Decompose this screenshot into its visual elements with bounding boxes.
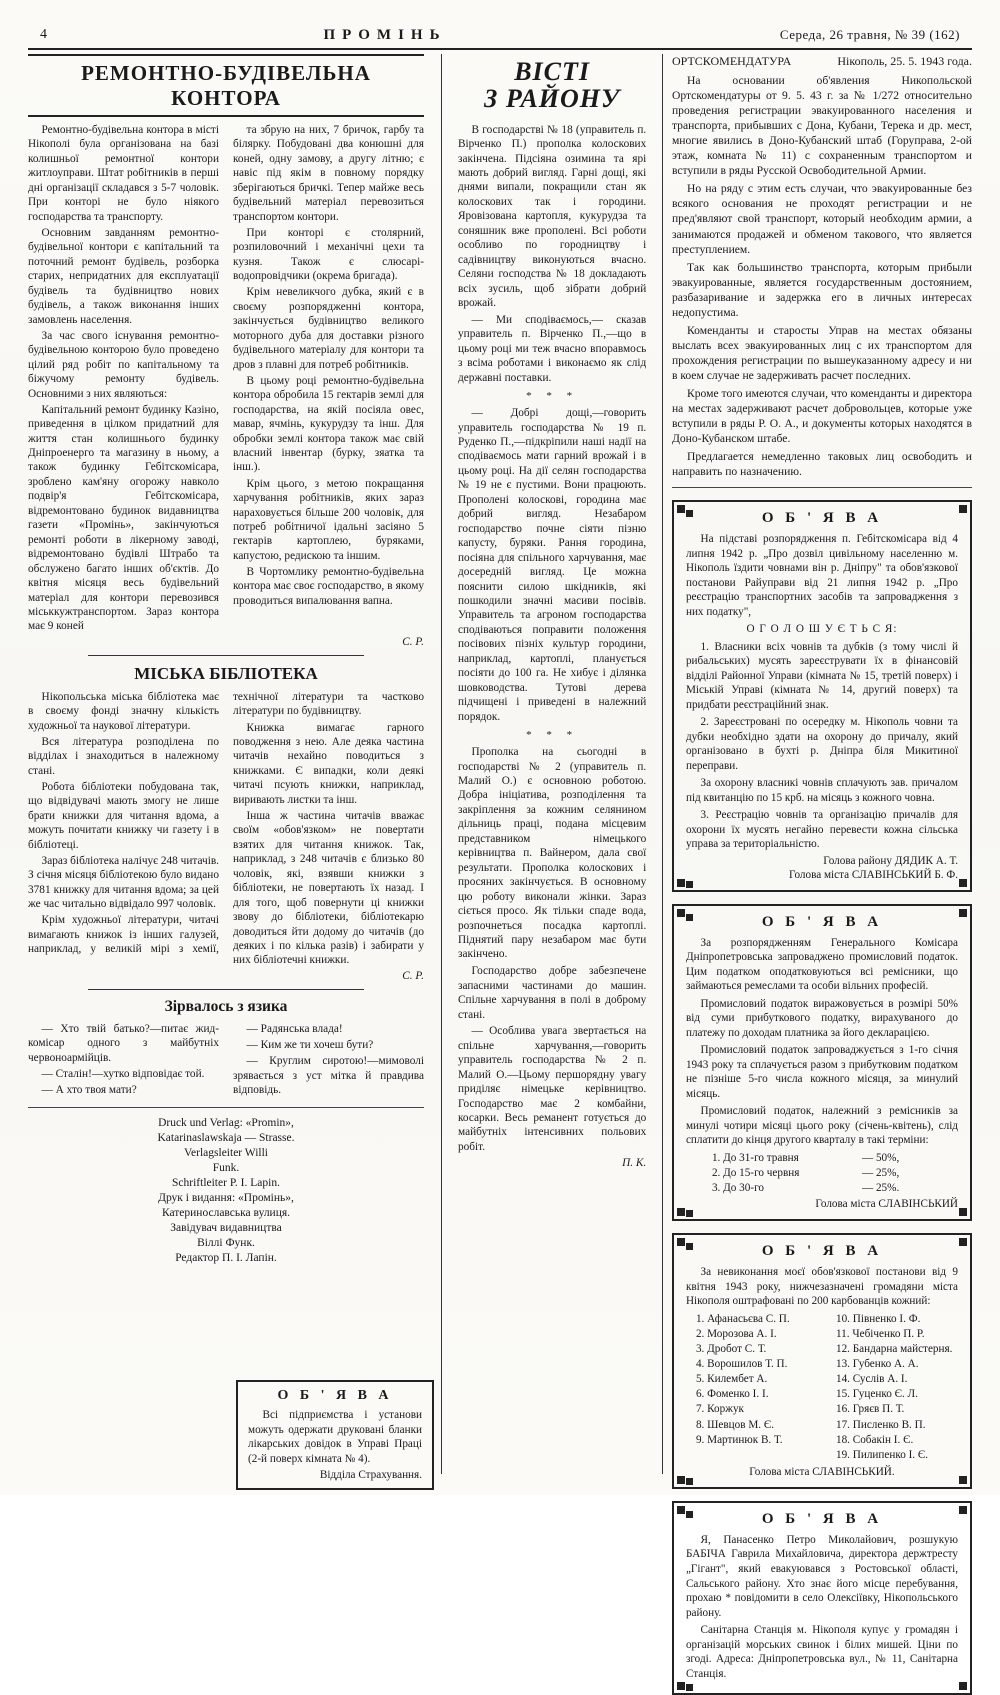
- paragraph: Промисловий податок, належний з ремісників за минулі чотири місяці цього року (січень-квітень), слід сплатити до кінця другого кварталу в такі терміни:: [685, 1105, 958, 1147]
- paragraph: В цьому році ремонтно-будівельна контора обробила 15 гектарів землі для господарства, на якій посіяла овес, мавар, ячмінь, кукурудзу та інш. Для обробки землі контора також має свій власний інвентар (бурку, зяатка та інш.).: [233, 374, 424, 474]
- ortskommandantur-body: [672, 73, 972, 479]
- colophon-divider: [28, 1107, 424, 1108]
- paragraph-separator: * * *: [526, 390, 579, 402]
- paragraph: — Ми сподіваємось,— сказав управитель п. Вірченко П.,—що в цьому році ми теж вчасно впоравмось з всіма роботами і виконаємо як слід державні поставки.: [458, 313, 647, 384]
- ad-signature: Голова району ДЯДИК А. Т.: [823, 854, 958, 867]
- term-value: — 50%,: [861, 1151, 900, 1164]
- ortskommandantur-header: [672, 54, 972, 73]
- corner-ornament: [959, 1208, 967, 1216]
- corner-ornament: [677, 1238, 685, 1246]
- term-value: — 25%.: [861, 1181, 900, 1194]
- paragraph: Всі підприємства і установи можуть одержати друковані бланки лікарських довідок в Управі Праці (2-й поверх кімната № 4).: [248, 1409, 422, 1465]
- colophon-line: Verlagsleiter Willi: [184, 1147, 268, 1160]
- divider: [672, 487, 972, 488]
- advertisement-insurance: [236, 1372, 434, 1490]
- term-label: 3. До 30-го: [711, 1181, 764, 1194]
- issue-date-line: Середа, 26 травня, № 39 (162): [779, 27, 960, 42]
- colophon-line: Schriftleiter P. I. Lapin.: [172, 1176, 280, 1189]
- term-label: 1. До 31-го травня: [711, 1151, 799, 1164]
- ad-body: [686, 1265, 958, 1309]
- list-item: 9. Мартинюк В. Т.: [695, 1433, 783, 1446]
- corner-ornament: [959, 1476, 967, 1484]
- article-headline-joke: Зірвалось з язика: [164, 997, 288, 1015]
- list-item: 18. Собакін І. Є.: [835, 1433, 914, 1446]
- corner-ornament: [959, 1506, 967, 1514]
- corner-ornament: [677, 1682, 685, 1690]
- paragraph: Ремонтно-будівельна контора в місті Нікополі була організована на базі колишньої ремонтної контори житлоуправи. Штат робітників в перші дні організації складався з 5-7 чоловік. При конторі не було ніякого господарства та транспорту.: [28, 124, 219, 223]
- list-item: 2. Морозова А. І.: [695, 1327, 777, 1340]
- paragraph: Так как большинство транспорта, которым прибыли эвакуированные, является государственным достоянием, разбазаривание и задержка его в личных интересах недопустима.: [671, 260, 972, 319]
- paragraph: — А хто твоя мати?: [41, 1084, 137, 1097]
- ad-body: [248, 1408, 422, 1466]
- paragraph: — Ким же ти хочеш бути?: [246, 1039, 374, 1052]
- paragraph: — Сталін!—хутко відповідає той.: [41, 1067, 205, 1080]
- paragraph-separator: * * *: [526, 729, 579, 742]
- paragraph: Робота бібліотеки побудована так, що відвідувачі мають змогу не лише брати книжки для читання вдома, а можуть почитати книжку чи газету і в бібліотеці.: [28, 781, 219, 851]
- colophon: [28, 1116, 424, 1265]
- colophon-line: Завідувач видавництва: [170, 1221, 282, 1234]
- paragraph: Вся література розподілена по відділах і знаходиться в належному стані.: [28, 735, 219, 777]
- paragraph: Господарство добре забезпечене запасними частинами до машин. Спільне харчування в полі в доброму стані.: [458, 965, 647, 1021]
- ad-signature: Голова міста СЛАВІНСЬКИЙ: [815, 1198, 958, 1211]
- ad-payment-terms: [712, 1151, 958, 1196]
- ad-title: О Б ' Я В А: [761, 1243, 883, 1260]
- left-column: [28, 54, 432, 1474]
- corner-ornament: [677, 1208, 685, 1216]
- ad-signature: Голова міста СЛАВІНСЬКИЙ Б. Ф.: [788, 868, 958, 881]
- right-column: [670, 54, 972, 1680]
- ad-body: [686, 532, 958, 852]
- visti-line-2: З РАЙОНУ: [484, 84, 621, 114]
- corner-ornament: [959, 1682, 967, 1690]
- list-item: 4. Ворошилов Т. П.: [695, 1358, 788, 1371]
- colophon-line: Funk.: [212, 1162, 240, 1175]
- paragraph: Предлагается немедленно таковых лиц освободить и направить по назначению.: [671, 449, 972, 479]
- colophon-line: Редактор П. І. Лапін.: [175, 1251, 277, 1264]
- advertisement-boats: [672, 500, 972, 892]
- ad-signature: Відділа Страхування.: [319, 1469, 422, 1482]
- article-body-joke: [28, 1022, 424, 1099]
- paragraph: Крім художньої літератури, читачі вимагають книжок із інших галузей, наприклад, у великій мірі з хемії, технічної літератури та частково літератури по будівництву.: [28, 690, 424, 956]
- colophon-line: Друк і видання: «Промінь»,: [158, 1191, 294, 1204]
- colophon-line: Katarinaslawskaja — Strasse.: [157, 1132, 295, 1145]
- paragraph: Я, Панасенко Петро Миколайович, розшукую БАБІЧА Гаврила Михайловича, директора держтресту „Гігант", який евакуювався з Ростовської області, Сальського району. Хто знає його місце перебування, прохаю * повідомити в село Олексіївку, Нікопольського району.: [685, 1533, 958, 1619]
- ad-announce-line: О Г О Л О Ш У Є Т Ь С Я:: [746, 623, 898, 636]
- article-signature: С. Р.: [402, 969, 424, 982]
- paragraph: — Радянська влада!: [246, 1022, 343, 1035]
- article-signature: П. К.: [622, 1156, 647, 1169]
- paragraph: В господарстві № 18 (управитель п. Вірченко П.) прополка колоскових закінчена. Підсіяна озимина та ярі мають добрий вигляд. Гарні дощі, які днями випали, покращили стан як колоскових так і городини. Яровізована картопля, кукурудза та соняшник вже прополені. Всі роботи особливо по городництву і садівництву виконуються вчасно. Селяни господства № 18 докладають всіх зусиль, щоб зібрати добрий врожай.: [458, 123, 647, 310]
- paragraph: Зараз бібліотека налічує 248 читачів. З січня місяця бібліотекою було видано 3781 книжку для читання вдома; за цей же час читально відвідало 997 чоловік.: [28, 854, 219, 911]
- article-headline-repair-office: РЕМОНТНО-БУДІВЕЛЬНА КОНТОРА: [81, 61, 371, 110]
- masthead: [40, 22, 960, 48]
- advertisement-trade-tax: [672, 904, 972, 1221]
- paragraph: Коменданты и старосты Управ на местах обязаны выслать всех эвакуированных лиц с их транспортом для прохождения регистрации по вышеуказанному адресу и ни в коем случае не задерживать расчет последних.: [671, 323, 972, 382]
- list-item: 14. Суслів А. І.: [835, 1373, 908, 1386]
- visti-line-1: ВІСТІ: [514, 57, 591, 86]
- divider: [88, 989, 364, 990]
- list-item: 8. Шевцов М. Є.: [695, 1418, 775, 1431]
- list-item: 10. Півненко І. Ф.: [835, 1312, 921, 1325]
- paragraph: Крім невеликчого дубка, який є в своєму розпорядженні контора, закінчується будівництво великого моторного дуба для доставки різного будівельного матеріалу для контори та дров з плавні для потреб робітників.: [233, 286, 424, 371]
- paragraph: Інша ж частина читачів вважає своїм «обов'язком» не повертати взятих для читання книжок. Так, наприклад, з 248 читачів є близько 80 чоловік, які, взявши книжки з бібліотеки, не повертають їх назад. І для того, щоб повернути ці книжки звову до бібліотеки, бібліотекарю доводиться йти додому до читачів (до деяких і по кілька разів) і забирати у них бібліотечні книжки.: [233, 809, 424, 967]
- paragraph: В Чортомлику ремонтно-будівельна контора має своє господарство, в якому проводиться випалювання вапна.: [233, 566, 424, 607]
- list-item: 15. Гуценко Є. Л.: [835, 1388, 918, 1401]
- advertisement-search-notice: [672, 1501, 972, 1695]
- paragraph: та збрую на них, 7 бричок, гарбу та білярку. Побудовані два конюшні для коней, одну замову, а другу літню; є навіс під якім в повному порядку зберігаються бричкі. Тепер майже весь будівельний матеріал перевозиться транспортом контори.: [233, 124, 424, 223]
- list-item: 7. Коржук: [695, 1403, 744, 1416]
- colophon-line: Катеринославська вулиця.: [161, 1206, 291, 1219]
- paragraph: За охорону власникі човнів сплачують зав. причалом під квитанцію по 15 крб. на місяць з кожного човна.: [685, 777, 958, 804]
- paragraph: На основании об'явления Никопольской Ортскомендатуры от 9. 5. 43 г. за № 1/272 относительно проведения регистрации эвакуированного населения и транспорта, прибывших с Дона, Кубани, Терека и др. мест, многие явились в Доно-Кубанский штаб (Горуправа, 2-ой этаж, комната № 11) с сохраненным транспортом и вступили в ряды Русской Освободительной Армии.: [671, 74, 972, 178]
- list-item: 6. Фоменко І. І.: [695, 1388, 769, 1401]
- ad-title: О Б ' Я В А: [761, 510, 883, 527]
- list-item: 17. Писленко В. П.: [835, 1418, 926, 1431]
- corner-ornament: [677, 1476, 685, 1484]
- fined-list-left: [696, 1312, 818, 1463]
- ad-signature: Голова міста СЛАВІНСЬКИЙ.: [749, 1465, 895, 1478]
- ad-title: О Б ' Я В А: [761, 913, 883, 930]
- term-value: — 25%,: [861, 1166, 900, 1179]
- list-item: 12. Бандарна майстерня.: [835, 1342, 953, 1355]
- paragraph: 1. Власники всіх човнів та дубків (з тому числі й рибальських) мусять зареєструвати їх в фінансовій відділі Районної Управи (кімната № 15, третій поверх) і Міській Управі (кімната № 14, другий поверх) та придбати реєстраційний знак.: [685, 640, 958, 711]
- paragraph: Промисловий податок запроваджується з 1-го січня 1943 року та сплачується разом з прибутковим податком не пізніше 5-го числа кожного місяця, за минулий місяць.: [685, 1044, 958, 1100]
- paragraph: Нікопольська міська бібліотека має в своєму фонді значну кількість художньої та наукової літератури.: [28, 690, 219, 732]
- list-item: 1. Афанасьєва С. П.: [695, 1312, 790, 1325]
- list-item: 11. Чебіченко П. Р.: [835, 1327, 925, 1340]
- ortskommandantur-label: ОРТСКОМЕНДАТУРА: [671, 54, 792, 68]
- paragraph: На підставі розпорядження п. Гебітскомісара від 4 липня 1942 р. „Про дозвіл цивільному населенню м. Нікополь їздити човнами він р. Дніпру" та обов'язкової постанови Райуправи від 21 липня 1942 р. „Про реєстрацію транспортних засобів та запровадження з них податку",: [685, 533, 958, 618]
- term-row: [712, 1181, 958, 1196]
- paragraph: Промисловий податок виражовується в розмірі 50% від суми прибуткового податку, вирахуваного до платежу по доходам платника за його декларацією.: [685, 997, 958, 1039]
- term-label: 2. До 15-го червня: [711, 1166, 800, 1179]
- section-title-visti: [458, 54, 646, 113]
- ortskommandantur-date: Нікополь, 25. 5. 1943 года.: [837, 54, 972, 68]
- left-headline-box: [28, 54, 424, 117]
- ad-body: [686, 936, 958, 1148]
- middle-column: [458, 54, 654, 1474]
- right-half: [450, 54, 972, 1680]
- colophon-line: Druck und Verlag: «Promin»,: [158, 1117, 294, 1130]
- page-number: 4: [40, 27, 48, 42]
- paragraph: Крім цього, з метою покращання харчування робітників, яких зараз нараховується більше 200 чоловік, для потреб робітничої ідальні засіяно 5 гектарів картоплею, буряками, капустою, редискою та іншим.: [233, 477, 424, 562]
- paragraph: — Добрі дощі,—говорить управитель господарства № 19 п. Руденко П.,—підкріпили наші надії на сподіваємось мати гарний врожай і в цьому році. На дії селян господарства № 19 не є пустими. Вони працюють. Прополені колоскові, городина має добрий вигляд. Незабаром господарство почне сіяти пізню капусту, буряки. Рання городина, посіяна для спільного харчування, має досередній вигляд. Це можна пояснити силою шкідників, які пошкодили значні масиви посівів. Управитель та агроном господарства сподіваються поправити положення посівових пізніх культур городини, наприклад, картоплі, планується посіяти до 100 га. Не хибує і ділянка шовководства. Тутові дерева підчищені і приведені в належний порядок.: [458, 407, 647, 723]
- paragraph: — Особлива увага звертається на спільне харчування,—говорить управитель господарства № 2 п. Малий О.—Цьому першорядну увагу приділяє німецьке керівництво. Господарство має 2 комбайни, косарки. Весь реманент готується до майбутніх інтенсивних польових робіт.: [458, 1025, 647, 1153]
- paragraph: За час свого існування ремонтно-будівельною конторою було проведено цілий ряд робіт по капітальному та біжучому ремонту будівель. Основними з них являються:: [28, 329, 219, 400]
- masthead-rule: [28, 48, 972, 50]
- term-row: [712, 1166, 958, 1181]
- list-item: 16. Гряєв П. Т.: [835, 1403, 905, 1416]
- paragraph: Кроме того имеются случаи, что коменданты и директора на местах задерживают расчет добровольцев, которые уже вступили в ряды Р. О. А., и документы которых находятся в Доно-Кубанском штабе.: [671, 386, 972, 445]
- list-item: 3. Дробот С. Т.: [695, 1342, 767, 1355]
- corner-ornament: [959, 909, 967, 917]
- corner-ornament: [959, 1238, 967, 1246]
- article-headline-library: МІСЬКА БІБЛІОТЕКА: [134, 663, 318, 683]
- list-item: 5. Килембет А.: [695, 1373, 768, 1386]
- paragraph: При конторі є столярний, розпиловочний і механічні цехи та кузня. Також є слюсарі-водопровідчики (окрема бригада).: [233, 226, 424, 283]
- ad-title: О Б ' Я В А: [761, 1510, 883, 1527]
- paragraph: За розпорядженням Генерального Комісара Дніпропетровська запроваджено промисловий податок. Цим податком оподатковуються всі ремісники, що займаються ремеслами та особи вільних професій.: [685, 936, 958, 993]
- paragraph: Книжка вимагає гарного поводження з нею. Але деяка частина читачів нехайно поводиться з книжками. Є випадки, коли деякі читачі псують книжки, наприклад, виривають листки та інш.: [233, 721, 424, 806]
- paragraph: Но на ряду с этим есть случаи, что эвакуированные без всякого основания не проходят регистрации и не пред'являют свой транспорт, который необходим армии, а занимаются продажей и обменом такового, что является преступлением.: [671, 182, 972, 256]
- corner-ornament: [959, 879, 967, 887]
- paragraph: За невиконання моєї обов'язкової постанови від 9 квітня 1943 року, нижчезазначені громадяни міста Нікополя оштрафовані по 200 карбованців кожний:: [685, 1266, 958, 1308]
- colophon-line: Віллі Функ.: [197, 1236, 255, 1249]
- ad-body: [686, 1533, 958, 1681]
- article-body-repair-office: [28, 123, 424, 634]
- ad-title: О Б ' Я В А: [277, 1388, 393, 1403]
- paragraph: Прополка на сьогодні в господарстві № 2 (управитель п. Малий О.) є основною роботою. Добра ініціатива, розподілення та закріплення за кожним селянином дільниць праці, подана місцевим представником німецького керівництва п. Вайнером, дала свої результати. Прополка колоскових і просяних закінчується. В основному цю роботу виконали жінки. Зараз сіється просо. Як тільки спаде вода, розпочнеться посадка картоплі. Піднятий пару незабаром має бути закінчено.: [458, 746, 647, 961]
- paragraph: — Круглим сиротою!—мимоволі зрявається з уст мітка й правдива відповідь.: [233, 1055, 424, 1097]
- visti-body: [458, 123, 646, 1155]
- paragraph: Основним завданням ремонтно-будівельної контори є капітальний та поточний ремонт будівель, розборка старих, непридатних для експлуатації будівель та будівництво нових будівель, а також виконання інших замовлень населення.: [28, 226, 219, 326]
- paragraph: 2. Зареєстровані по осередку м. Нікополь човни та дубки необхідно здати на охорону до причалу, який організовано в бухті р. Дніпра біля Микитиної переправи.: [685, 716, 958, 772]
- column-divider-2: [654, 54, 670, 1474]
- divider: [88, 655, 364, 656]
- fined-citizens-list: [696, 1312, 958, 1463]
- article-signature: С. Р.: [402, 635, 424, 648]
- paper-title: ПРОМІНЬ: [323, 26, 447, 43]
- paragraph: Капітальний ремонт будинку Казіно, приведення в цілком придатний для життя стан колишнього будинку Дніпроенерго та магазину в ньому, а також будинку Гебітскомісара, зроблено кам'яну огорожу навколо подвір'я Гебітскомісара, відремонтовано будинок видавництва газети «Промінь», закінчуються ремонті роботи в лікерному заводі, відремонтовано будівлі Штрабо та обслужено багато інших об'єктів. До квітня місяця весь будівельний матеріал для контори перевозився міськкужтранспортом. Зараз контора має 9 коней: [28, 403, 219, 633]
- advertisement-fines-list: [672, 1233, 972, 1489]
- list-item: 19. Пилипенко І. Є.: [835, 1448, 929, 1461]
- paragraph: Санітарна Станція м. Нікополя купує у громадян і організацій морських свинок і білих мишей. Ціни по згоді. Адреса: Дніпропетровська вул., № 11, Санітарна Станція.: [685, 1624, 958, 1680]
- corner-ornament: [959, 505, 967, 513]
- corner-ornament: [677, 1506, 685, 1514]
- corner-ornament: [677, 909, 685, 917]
- paragraph: — Хто твій батько?—питає жид-комісар одного з майбутніх червоноармійців.: [28, 1022, 219, 1064]
- list-item: 13. Губенко А. А.: [835, 1358, 919, 1371]
- article-body-library: [28, 690, 424, 968]
- fined-list-right: [836, 1312, 958, 1463]
- corner-ornament: [677, 879, 685, 887]
- term-row: [712, 1151, 958, 1166]
- corner-ornament: [677, 505, 685, 513]
- column-divider-1: [432, 54, 450, 1474]
- paragraph: 3. Реєстрацію човнів та організацію причалів для охорони їх мусять негайно перевести кожна сільська управа за територіальністю.: [685, 809, 958, 851]
